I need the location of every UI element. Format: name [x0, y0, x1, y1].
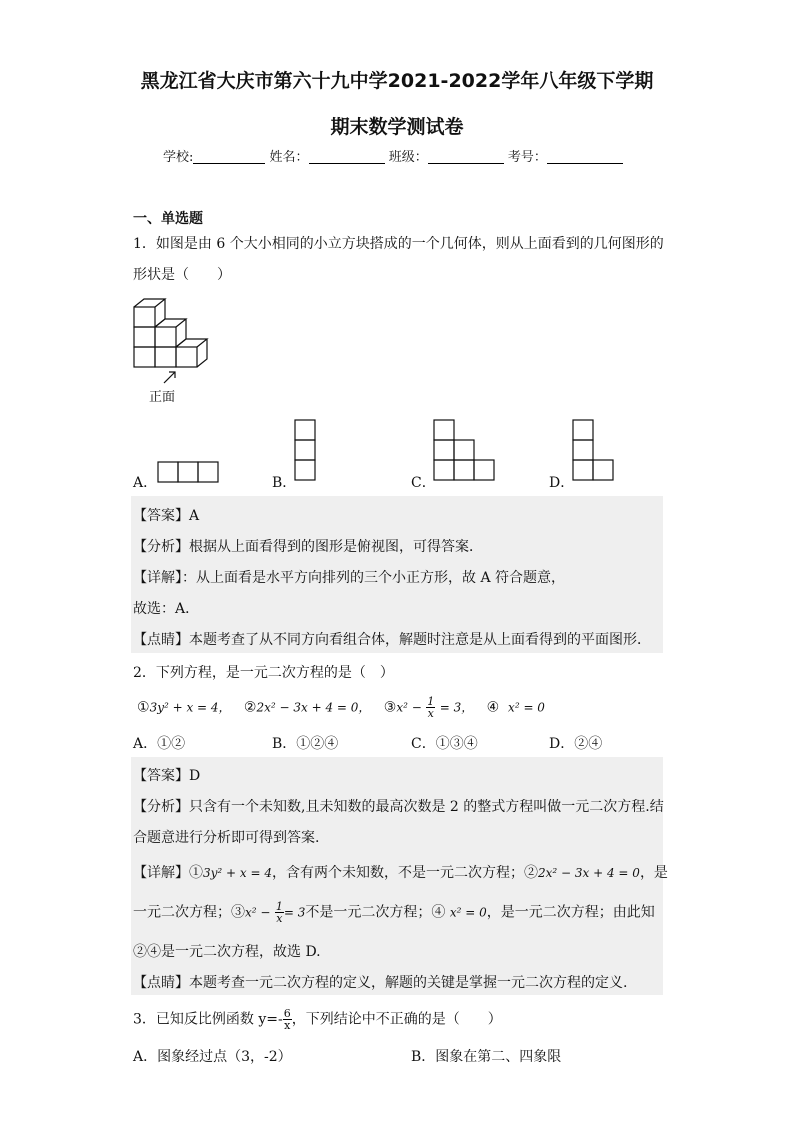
cube-face: [155, 327, 176, 347]
detail-eq2: 2x² − 3x + 4 = 0: [538, 866, 640, 880]
cube-face: [134, 347, 155, 367]
class-blank: [428, 149, 504, 164]
eq3-pre: x² −: [396, 700, 422, 715]
q2-analysis-line1: 【分析】只含有一个未知数,且未知数的最高次数是 2 的整式方程叫做一元二次方程.结: [133, 799, 664, 815]
frac-numerator: 1: [275, 900, 283, 913]
option-d-figure: [572, 419, 616, 483]
name-blank: [309, 149, 385, 164]
q1-option-d-label: D．: [549, 475, 575, 491]
cube-face: [155, 347, 176, 367]
detail-eq3-pre: x² −: [245, 905, 271, 920]
q2-equations: [137, 696, 545, 719]
school-blank: [193, 149, 265, 164]
detail-eq3-post: = 3: [283, 905, 306, 920]
q3-option-b: B．图象在第二、四象限: [411, 1049, 562, 1065]
q1-option-a-label: A．: [133, 475, 158, 491]
q2-detail-line3: ②④是一元二次方程，故选 D.: [133, 944, 321, 960]
eq4: x² = 0: [508, 700, 545, 715]
front-label: 正面: [149, 390, 176, 405]
detail-eq1: 3y² + x = 4: [203, 866, 272, 880]
detail-eq3-fraction: [275, 901, 284, 924]
eq1: 3y² + x = 4，: [149, 700, 231, 715]
cube-face: [176, 347, 197, 367]
eq2: 2x² − 3x + 4 = 0，: [256, 700, 371, 715]
cube-top-edge: [176, 339, 207, 347]
exam-title-line1: 黑龙江省大庆市第六十九中学2021-2022学年八年级下学期: [140, 70, 654, 92]
detail-text: ，含有两个未知数，不是一元二次方程；②: [272, 865, 538, 881]
q1-answer: 【答案】A: [133, 508, 200, 524]
detail-text: ，是一元二次方程；由此知: [486, 904, 655, 921]
section-title: 一、单选题: [133, 211, 203, 227]
q1-comment: 【点睛】本题考查了从不同方向看组合体，解题时注意是从上面看得到的平面图形．: [133, 632, 651, 648]
student-info-line: [163, 146, 623, 165]
detail-eq4: x² = 0: [449, 905, 487, 920]
frac-numerator: 6: [283, 1007, 291, 1020]
q1-analysis: 【分析】根据从上面看得到的图形是俯视图，可得答案．: [133, 539, 483, 555]
number-label: 考号：: [507, 150, 547, 165]
q1-option-c-label: C．: [411, 475, 436, 491]
q3-option-a: A．图象经过点（3，-2）: [133, 1049, 292, 1065]
q1-option-b-label: B．: [272, 475, 297, 491]
detail-text: ，是: [639, 865, 668, 881]
detail-text: 【详解】①: [133, 865, 203, 881]
eq4-mark: ④: [486, 699, 500, 716]
cube-face: [134, 307, 155, 327]
option-b-figure: [294, 419, 318, 483]
option-c-figure: [433, 419, 497, 483]
q2-option-a: A．①②: [133, 736, 186, 752]
frac-denominator: x: [427, 707, 434, 720]
q3-fraction: [283, 1008, 292, 1031]
cube-top-edge: [155, 319, 186, 327]
school-label: 学校:: [163, 150, 194, 165]
eq3-post: = 3，: [439, 700, 474, 715]
q1-text-line2: 形状是（ ）: [133, 267, 231, 283]
q2-option-b: B．①②④: [272, 736, 339, 752]
cube-stack-figure: [128, 292, 228, 382]
exam-title-line2: 期末数学测试卷: [330, 116, 464, 138]
detail-text: 一元二次方程；③: [133, 904, 245, 921]
eq3-fraction: [426, 696, 435, 719]
q2-option-c: C．①③④: [411, 736, 478, 752]
frac-denominator: x: [284, 1019, 291, 1032]
q2-detail-line1: [133, 862, 668, 882]
eq1-mark: ①: [137, 699, 150, 716]
q1-text-line1: 1．如图是由 6 个大小相同的小立方块搭成的一个几何体，则从上面看到的几何图形的: [133, 236, 664, 252]
q1-choose: 故选：A．: [133, 601, 200, 617]
front-arrow: [164, 372, 175, 383]
q2-comment: 【点睛】本题考查一元二次方程的定义，解题的关键是掌握一元二次方程的定义.: [133, 975, 628, 991]
q2-analysis-line2: 合题意进行分析即可得到答案.: [133, 830, 320, 846]
q2-detail-line2: [133, 901, 655, 924]
q3-text-pre: 3．已知反比例函数 y=-: [133, 1011, 283, 1028]
q3-text: [133, 1008, 502, 1031]
frac-denominator: x: [276, 912, 283, 925]
name-label: 姓名：: [269, 150, 309, 165]
number-blank: [547, 149, 623, 164]
q1-detail: 【详解】：从上面看是水平方向排列的三个小正方形，故 A 符合题意，: [133, 570, 566, 586]
cube-face: [134, 327, 155, 347]
eq2-mark: ②: [243, 699, 257, 716]
q3-text-post: ，下列结论中不正确的是（ ）: [291, 1011, 502, 1028]
q2-answer: 【答案】D: [133, 768, 201, 784]
detail-text: 不是一元二次方程；④: [305, 904, 446, 921]
frac-numerator: 1: [427, 695, 435, 708]
q2-text: 2．下列方程，是一元二次方程的是（ ）: [133, 665, 394, 681]
eq3-mark: ③: [383, 699, 397, 716]
option-a-figure: [157, 461, 221, 483]
q2-option-d: D．②④: [549, 736, 603, 752]
class-label: 班级：: [388, 150, 428, 165]
cube-top-edge: [134, 299, 165, 307]
